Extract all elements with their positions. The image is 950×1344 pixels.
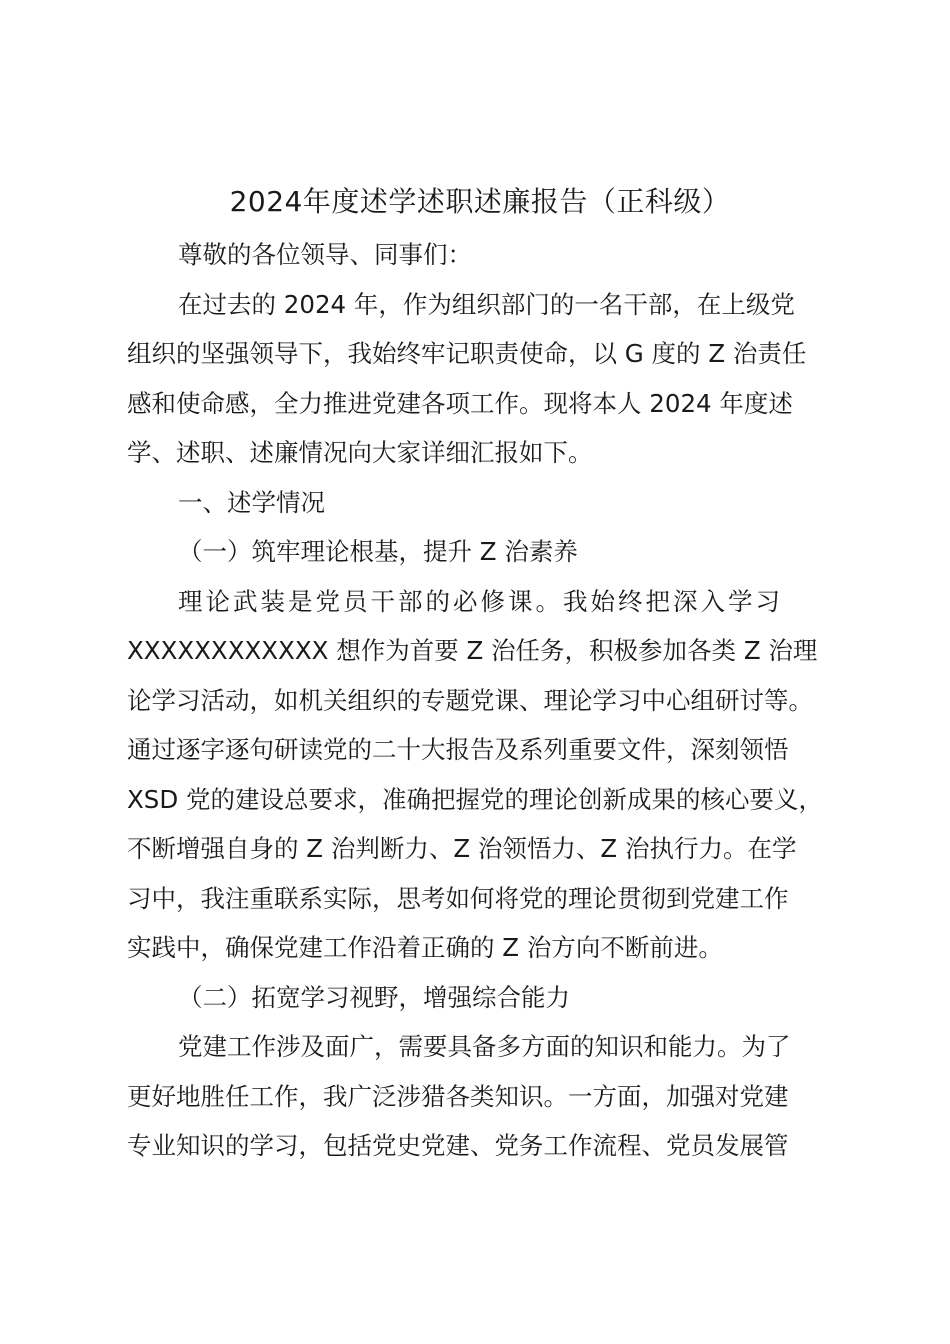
section-heading: 一、述学情况 xyxy=(178,487,325,517)
body-line: 更好地胜任工作，我广泛涉猎各类知识。一方面，加强对党建 xyxy=(127,1081,789,1111)
intro-line: 在过去的 2024 年，作为组织部门的一名干部，在上级党 xyxy=(178,289,795,319)
sub2-paragraph xyxy=(127,1022,833,1171)
body-line: 专业知识的学习，包括党史党建、党务工作流程、党员发展管 xyxy=(127,1131,789,1160)
body-line: 党建工作涉及面广，需要具备多方面的知识和能力。为了 xyxy=(178,1032,791,1061)
salutation: 尊敬的各位领导、同事们： xyxy=(178,240,472,269)
body-line: 习中，我注重联系实际，思考如何将党的理论贯彻到党建工作 xyxy=(127,883,789,913)
body-line: 论学习活动，如机关组织的专题党课、理论学习中心组研讨等。 xyxy=(127,685,813,715)
intro-paragraph xyxy=(127,280,833,478)
intro-line: 感和使命感，全力推进党建各项工作。现将本人 2024 年度述 xyxy=(127,388,793,418)
body-line: 不断增强自身的 Z 治判断力、Z 治领悟力、Z 治执行力。在学 xyxy=(127,834,797,863)
sub1-paragraph xyxy=(127,577,833,973)
intro-line: 学、述职、述廉情况向大家详细汇报如下。 xyxy=(127,438,593,467)
body-line: XSD 党的建设总要求，准确把握党的理论创新成果的核心要义， xyxy=(127,784,823,814)
body-line: 实践中，确保党建工作沿着正确的 Z 治方向不断前进。 xyxy=(127,933,723,962)
document-page xyxy=(127,182,833,1171)
body-line: XXXXXXXXXXXX 想作为首要 Z 治任务，积极参加各类 Z 治理 xyxy=(127,636,818,665)
document-title: 2024年度述学述职述廉报告（正科级） xyxy=(229,185,731,218)
body-line: 理论武装是党员干部的必修课。我始终把深入学习 xyxy=(178,586,783,616)
intro-line: 组织的坚强领导下，我始终牢记职责使命，以 G 度的 Z 治责任 xyxy=(127,339,807,368)
subsection-heading: （二）拓宽学习视野，增强综合能力 xyxy=(178,982,570,1012)
body-line: 通过逐字逐句研读党的二十大报告及系列重要文件，深刻领悟 xyxy=(127,735,789,764)
subsection-heading: （一）筑牢理论根基，提升 Z 治素养 xyxy=(178,537,578,566)
